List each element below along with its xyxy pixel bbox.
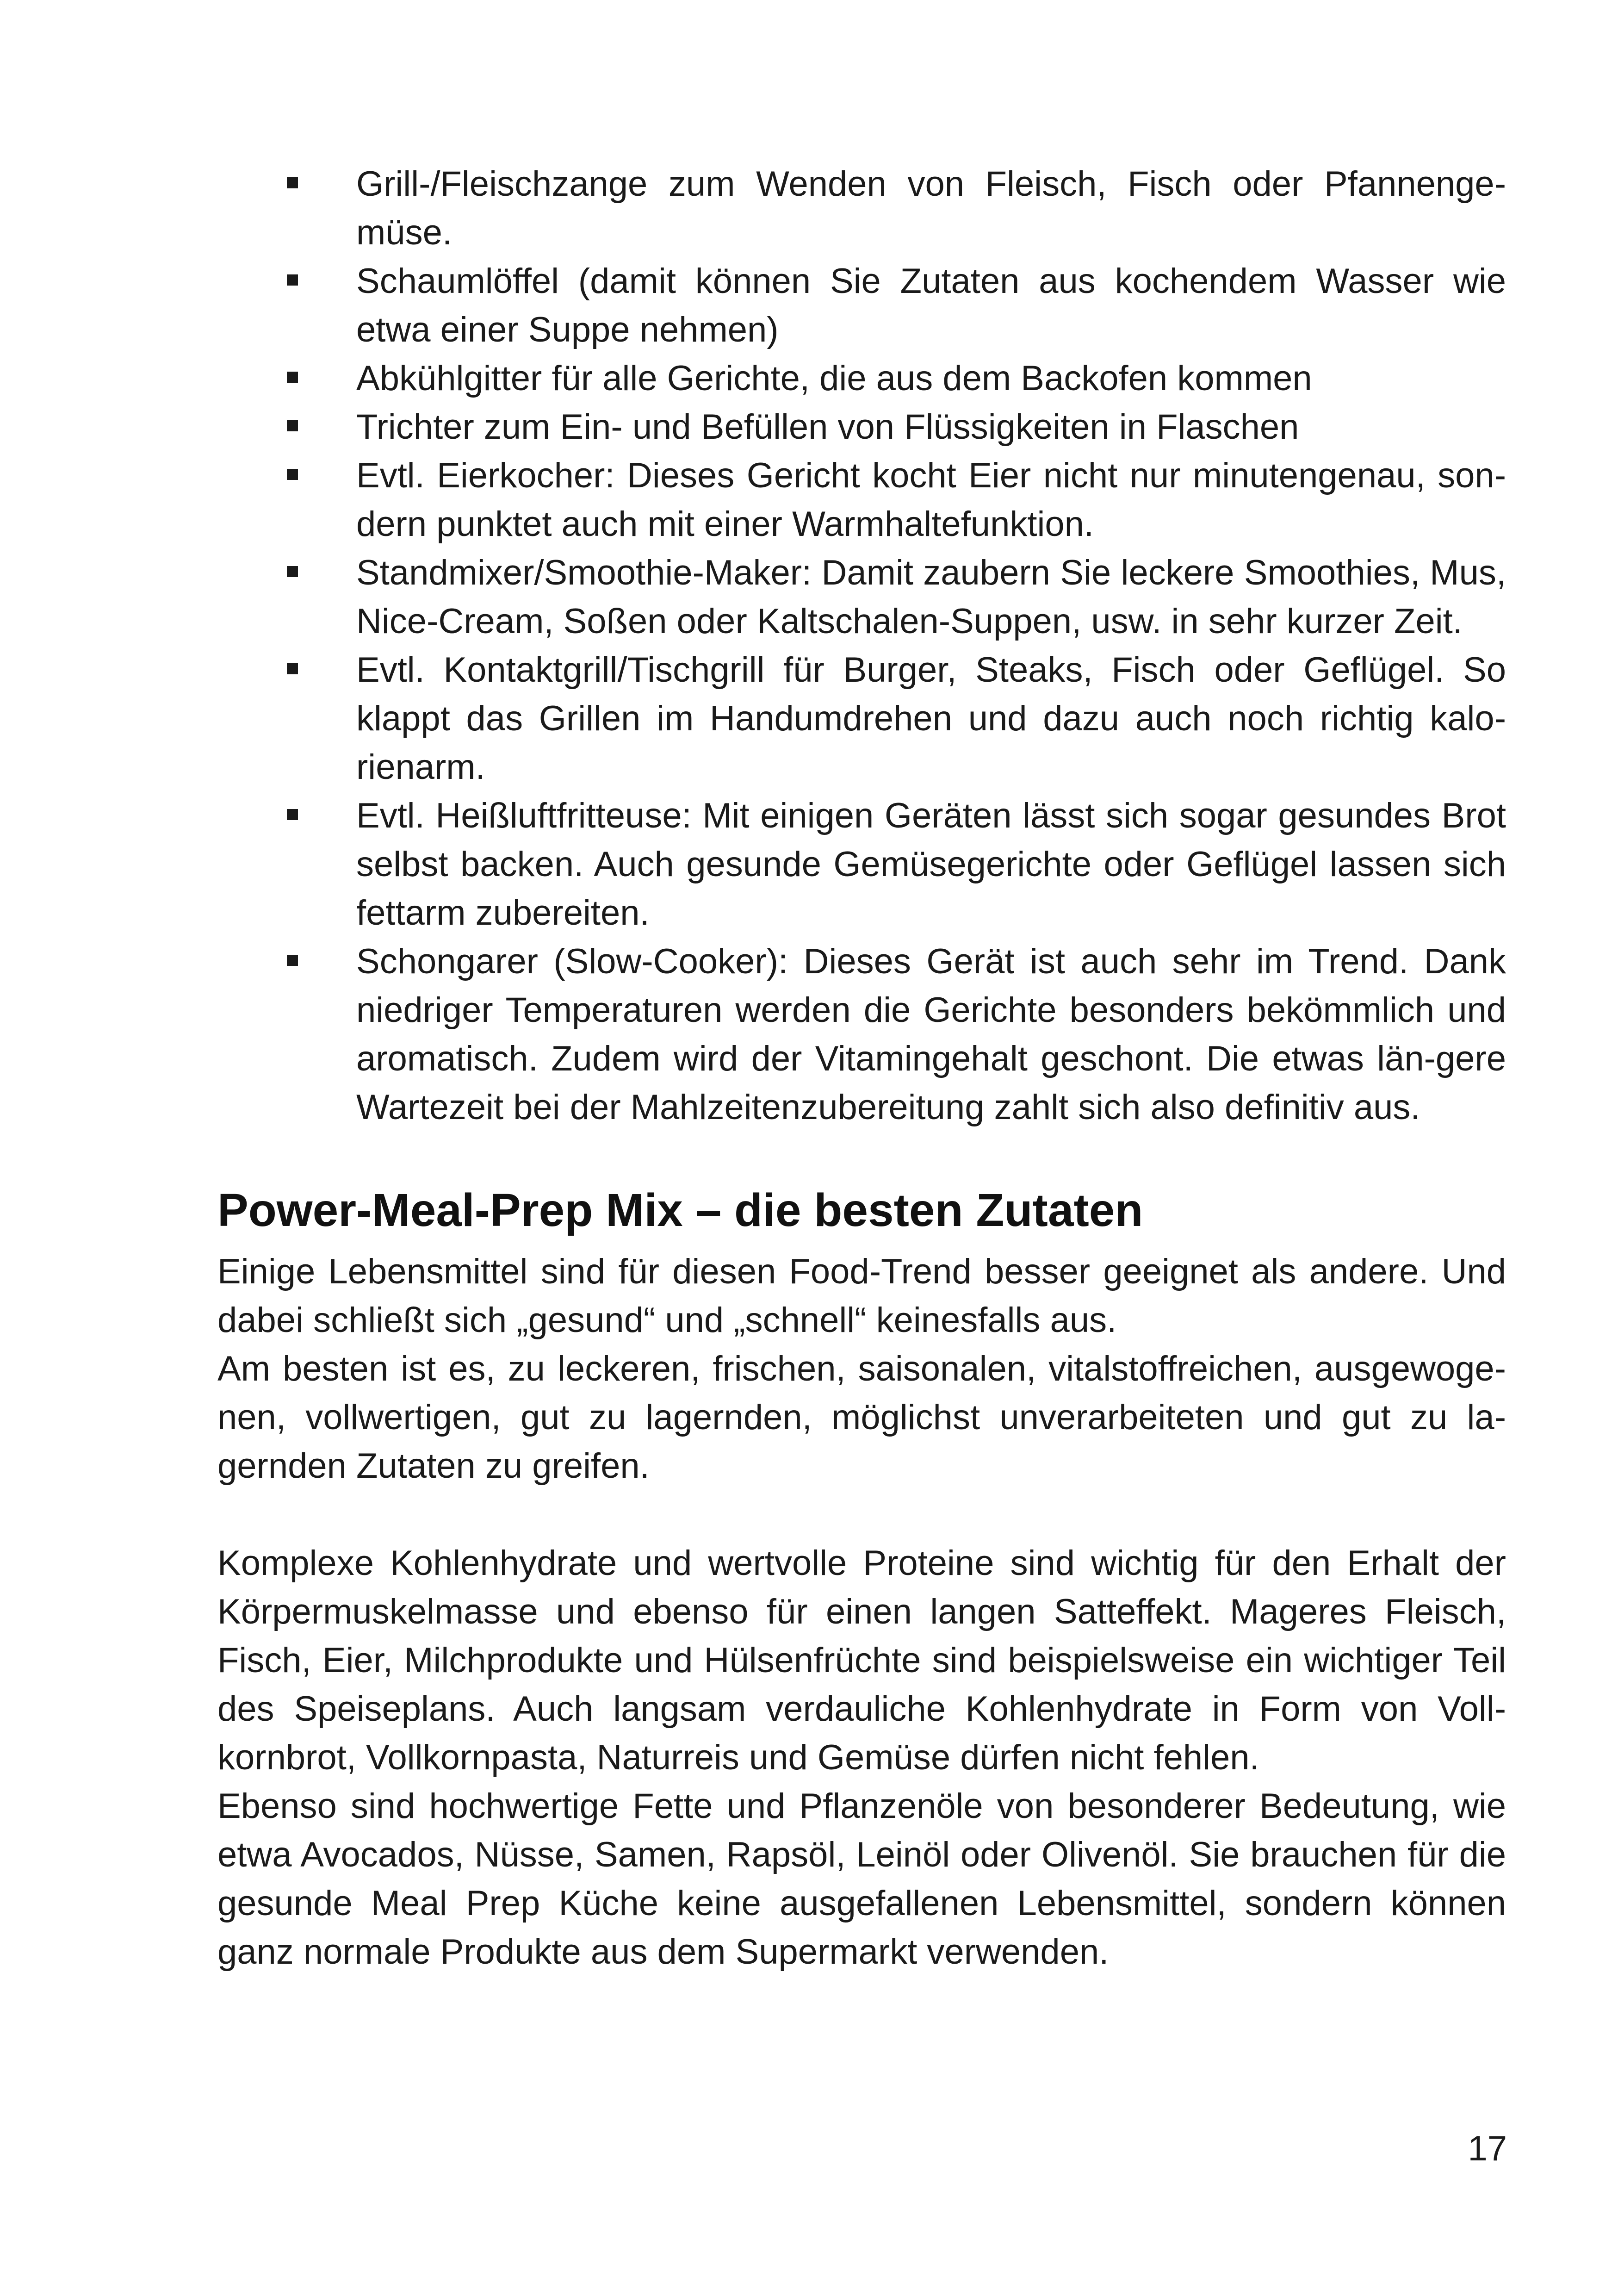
list-item-text: Schongarer (Slow-Cooker): Dieses Gerät ist auch sehr im Trend. Dank niedriger Temperaturen werden die Gerichte besonders bekömmlich und aromatisch. Zudem wird der Vitamingehalt geschont. Die etwas län-gere Wartezeit bei der Mahlzeitenzubereitung zahlt sich also definitiv aus. <box>356 942 1506 1127</box>
section-heading: Power-Meal-Prep Mix – die besten Zutaten <box>217 1184 1143 1236</box>
page-number: 17 <box>1468 2129 1507 2168</box>
bullet-square-icon <box>287 372 298 383</box>
list-item-text: Grill-/Fleischzange zum Wenden von Fleisch, Fisch oder Pfannenge-müse. <box>356 164 1506 252</box>
list-item <box>217 791 1506 937</box>
bullet-square-icon <box>287 469 298 480</box>
body-paragraph: Ebenso sind hochwertige Fette und Pflanzenöle von besonderer Bedeutung, wie etwa Avocados, Nüsse, Samen, Rapsöl, Leinöl oder Olivenöl. Sie brauchen für die gesunde Meal Prep Küche keine ausgefallenen Lebensmittel, sondern können ganz normale Produkte aus dem Supermarkt verwenden. <box>217 1786 1506 1972</box>
paragraph-gap <box>217 1490 1506 1539</box>
bullet-square-icon <box>287 809 298 820</box>
body-paragraph: Einige Lebensmittel sind für diesen Food-Trend besser geeignet als andere. Und dabei schließt sich „gesund“ und „schnell“ keinesfalls aus. <box>217 1252 1506 1340</box>
list-item-text: Schaumlöffel (damit können Sie Zutaten aus kochendem Wasser wie etwa einer Suppe nehmen) <box>356 261 1506 349</box>
list-item-text: Evtl. Kontaktgrill/Tischgrill für Burger, Steaks, Fisch oder Geflügel. So klappt das Grillen im Handumdrehen und dazu auch noch richtig kalo-rienarm. <box>356 650 1506 787</box>
list-item-text: Standmixer/Smoothie-Maker: Damit zaubern Sie leckere Smoothies, Mus, Nice-Cream, Soßen oder Kaltschalen-Suppen, usw. in sehr kurzer Zeit. <box>356 553 1506 641</box>
list-item <box>217 257 1506 354</box>
bullet-square-icon <box>287 274 298 286</box>
list-item-text: Evtl. Eierkocher: Dieses Gericht kocht Eier nicht nur minutengenau, son-dern punktet auch mit einer Warmhaltefunktion. <box>356 456 1506 544</box>
page-content <box>217 160 1506 1976</box>
list-item <box>217 354 1506 403</box>
list-item-text: Evtl. Heißluftfritteuse: Mit einigen Geräten lässt sich sogar gesundes Brot selbst backen. Auch gesunde Gemüsegerichte oder Geflügel lassen sich fettarm zubereiten. <box>356 796 1506 933</box>
list-item-text: Abkühlgitter für alle Gerichte, die aus dem Backofen kommen <box>356 359 1312 398</box>
equipment-bullet-list <box>217 160 1506 1132</box>
list-item <box>217 937 1506 1132</box>
bullet-square-icon <box>287 955 298 966</box>
body-paragraph: Komplexe Kohlenhydrate und wertvolle Proteine sind wichtig für den Erhalt der Körpermuskelmasse und ebenso für einen langen Satteffekt. Mageres Fleisch, Fisch, Eier, Milchprodukte und Hülsenfrüchte sind beispielsweise ein wichtiger Teil des Speiseplans. Auch langsam verdauliche Kohlenhydrate in Form von Voll-kornbrot, Vollkornpasta, Naturreis und Gemüse dürfen nicht fehlen. <box>217 1543 1506 1777</box>
bullet-square-icon <box>287 566 298 577</box>
bullet-square-icon <box>287 420 298 431</box>
bullet-square-icon <box>287 177 298 188</box>
list-item <box>217 160 1506 257</box>
bullet-square-icon <box>287 663 298 674</box>
body-paragraph: Am besten ist es, zu leckeren, frischen, saisonalen, vitalstoffreichen, ausgewoge-nen, vollwertigen, gut zu lagernden, möglichst unverarbeiteten und gut zu la-gernden Zutaten zu greifen. <box>217 1349 1506 1486</box>
list-item <box>217 451 1506 548</box>
list-item <box>217 548 1506 646</box>
list-item <box>217 646 1506 791</box>
list-item-text: Trichter zum Ein- und Befüllen von Flüssigkeiten in Flaschen <box>356 407 1299 447</box>
list-item <box>217 403 1506 451</box>
